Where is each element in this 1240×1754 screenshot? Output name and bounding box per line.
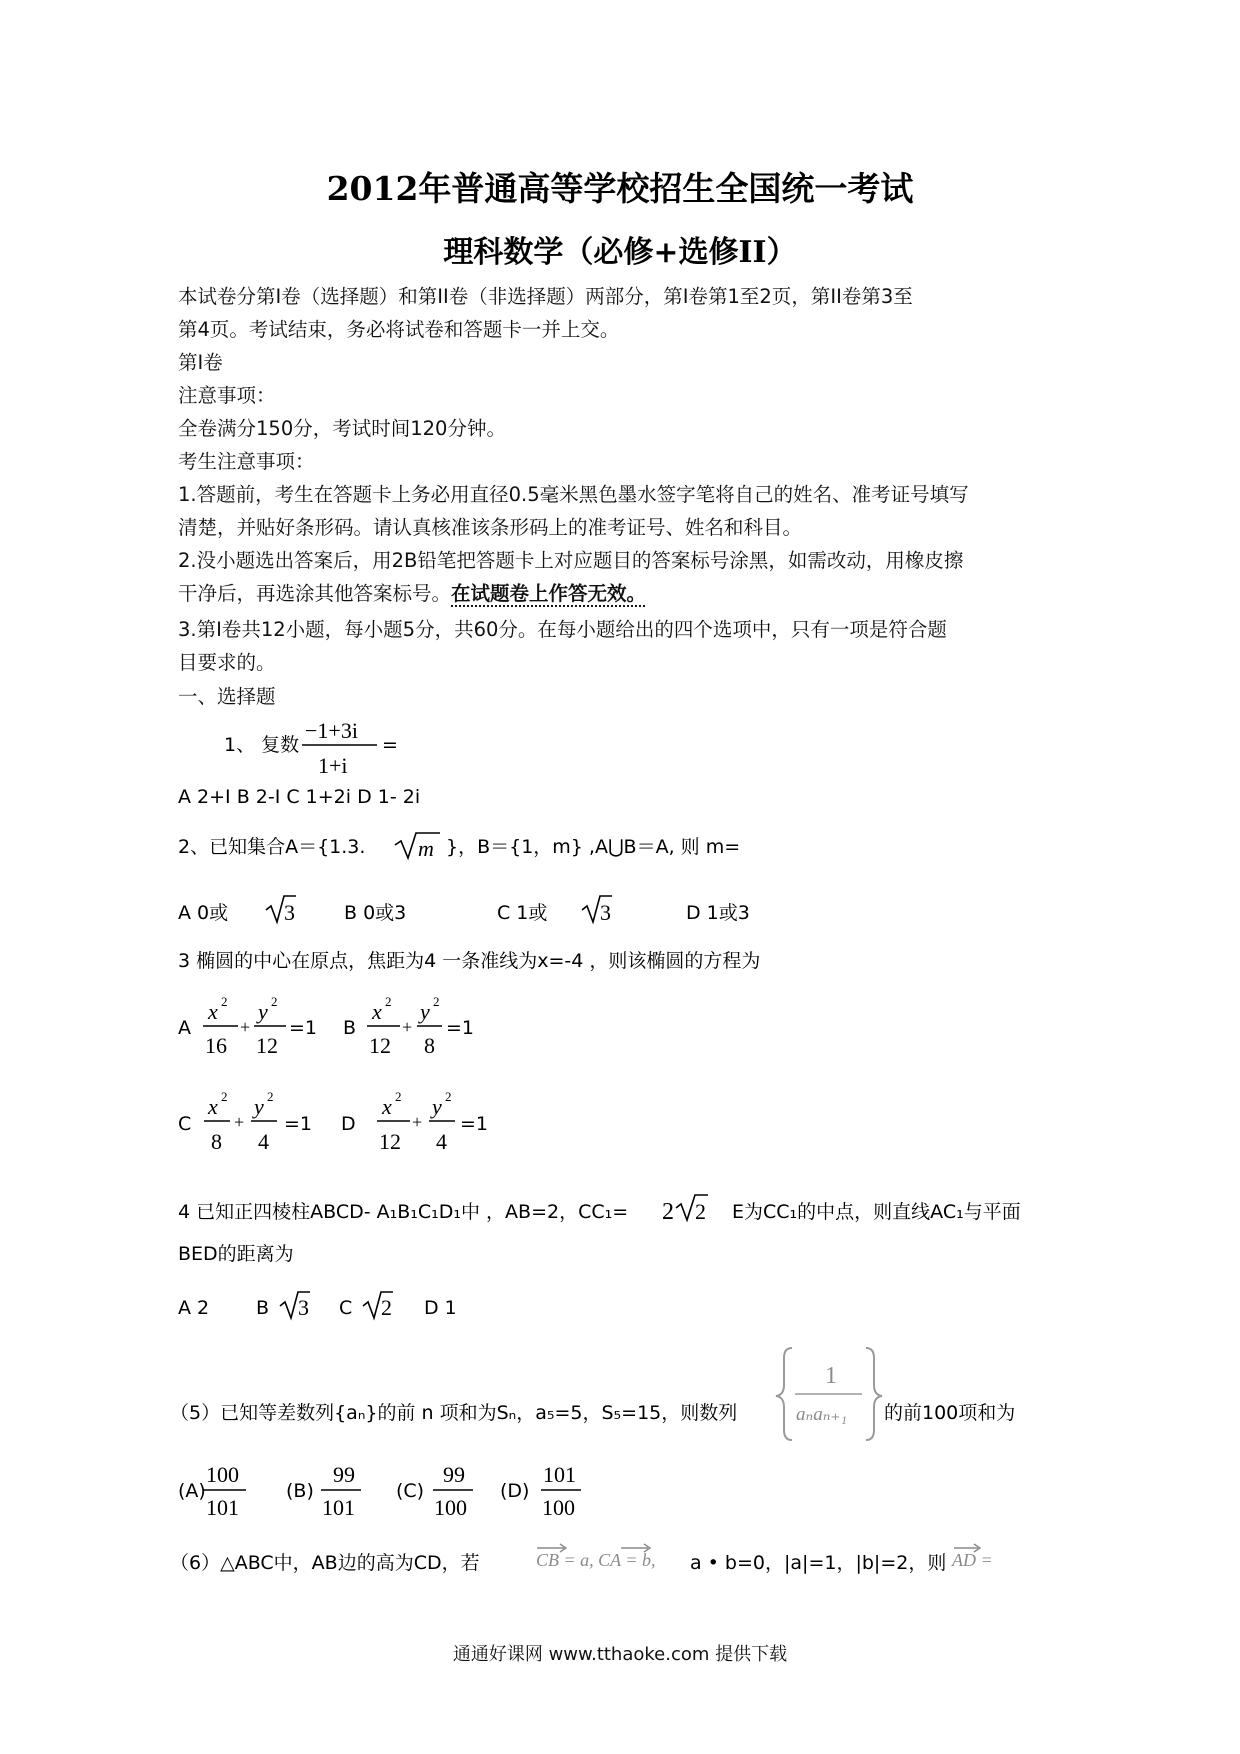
q3b-x: x <box>372 999 382 1024</box>
q3d-y-exp: 2 <box>445 1089 452 1104</box>
q3-option-c-label: C <box>178 1113 192 1135</box>
q3a-x: x <box>208 999 218 1024</box>
notice-item-3a: 3.第I卷共12小题，每小题5分，共60分。在每小题给出的四个选项中，只有一项是符合题 <box>178 618 947 641</box>
q5-sequence-image <box>776 1348 882 1440</box>
q5-seq-numerator: 1 <box>825 1363 837 1389</box>
q5-left-brace <box>776 1348 792 1440</box>
q3b-eq: =1 <box>446 1017 475 1039</box>
q4-option-c: C <box>339 1297 353 1319</box>
notice-item-2a: 2.没小题选出答案后，用2B铅笔把答题卡上对应题目的答案标号涂黑，如需改动，用橡皮擦 <box>178 549 964 572</box>
q3c-y: y <box>254 1094 264 1119</box>
q1-denominator: 1+i <box>318 753 348 778</box>
q5-option-b-num: 99 <box>333 1462 355 1487</box>
q3a-plus: + <box>240 1017 251 1037</box>
q5-stem-a: （5）已知等差数列{aₙ}的前 n 项和为Sₙ，a₅=5，S₅=15，则数列 <box>170 1402 738 1424</box>
q3a-y: y <box>258 999 268 1024</box>
q2-radicand: m <box>418 836 434 861</box>
q4-option-d: D 1 <box>424 1297 457 1319</box>
q5-option-c-label: (C) <box>396 1480 425 1502</box>
section-heading: 第I卷 <box>178 351 223 374</box>
q5-option-c-num: 99 <box>443 1462 465 1487</box>
notice-item-3b: 目要求的。 <box>178 651 276 674</box>
question-3 <box>178 950 760 1154</box>
q3-option-b-label: B <box>343 1017 357 1039</box>
q3d-plus: + <box>412 1112 423 1132</box>
q6-vector-expression: CB = a, CA = b, <box>536 1550 656 1570</box>
q3c-eq: =1 <box>284 1113 313 1135</box>
q3a-y-exp: 2 <box>271 994 278 1009</box>
q4-option-c-radicand: 2 <box>381 1295 392 1320</box>
question-2 <box>178 833 750 925</box>
q2-option-d: D 1或3 <box>686 902 750 924</box>
q2-stem-a: 2、已知集合A＝{1.3. <box>178 836 366 858</box>
q3b-x-exp: 2 <box>385 994 392 1009</box>
q6-vector-ad-text: AD = <box>952 1550 993 1570</box>
q3b-den-2: 8 <box>424 1033 435 1058</box>
q3a-den-1: 16 <box>205 1033 227 1058</box>
intro-line-1: 本试卷分第I卷（选择题）和第II卷（非选择题）两部分，第I卷第1至2页，第II卷第3至 <box>178 285 913 308</box>
q4-coef: 2 <box>662 1199 674 1225</box>
exam-title: 2012年普通高等学校招生全国统一考试 <box>326 169 914 208</box>
q1-numerator: −1+3i <box>305 718 358 743</box>
q5-option-a-label: (A) <box>178 1480 206 1502</box>
q3a-eq: =1 <box>289 1017 318 1039</box>
q5-option-d-label: (D) <box>500 1480 530 1502</box>
q3d-x-exp: 2 <box>395 1089 402 1104</box>
q5-option-d-num: 101 <box>543 1462 576 1487</box>
q2-option-a: A 0或 <box>178 902 229 924</box>
q3a-x-exp: 2 <box>221 994 228 1009</box>
q4-stem-c: BED的距离为 <box>178 1243 294 1265</box>
q3d-den-2: 4 <box>436 1129 447 1154</box>
q3b-plus: + <box>402 1017 413 1037</box>
q3c-x-exp: 2 <box>221 1089 228 1104</box>
q3b-y: y <box>420 999 430 1024</box>
q1-prefix: 1、 复数 <box>224 734 300 756</box>
q3c-den-1: 8 <box>211 1129 222 1154</box>
q3b-den-1: 12 <box>369 1033 391 1058</box>
q4-stem-a: 4 已知正四棱柱ABCD- A₁B₁C₁D₁中 ，AB=2，CC₁= <box>178 1201 629 1223</box>
notice-title: 注意事项： <box>178 384 276 407</box>
question-6 <box>170 1544 993 1574</box>
q3-stem: 3 椭圆的中心在原点，焦距为4 一条准线为x=-4 ，则该椭圆的方程为 <box>178 950 761 972</box>
q2-option-c: C 1或 <box>497 902 548 924</box>
q3d-x: x <box>382 1094 392 1119</box>
notice-item-2b-text: 干净后，再选涂其他答案标号。 <box>178 582 452 605</box>
q5-option-d-den: 100 <box>542 1495 575 1520</box>
q4-option-b-radicand: 3 <box>298 1295 309 1320</box>
intro-line-2: 第4页。考试结束，务必将试卷和答题卡一并上交。 <box>178 318 620 341</box>
q5-option-a-den: 101 <box>206 1495 239 1520</box>
q5-option-b-label: (B) <box>286 1480 314 1502</box>
q3-option-a-label: A <box>178 1017 191 1039</box>
q3d-eq: =1 <box>460 1113 489 1135</box>
emphasis-text: 在试题卷上作答无效。 <box>451 582 647 605</box>
q2-option-b: B 0或3 <box>344 902 407 924</box>
q3b-y-exp: 2 <box>433 994 440 1009</box>
q6-stem-b: a • b=0，|a|=1，|b|=2，则 <box>690 1552 947 1574</box>
q5-option-a-num: 100 <box>206 1462 239 1487</box>
q3c-x: x <box>208 1094 218 1119</box>
q2-option-c-radicand: 3 <box>600 900 611 925</box>
q2-stem-b: }，B＝{1，m} ,A⋃B＝A, 则 m= <box>446 836 741 858</box>
page-footer: 通通好课网 www.tthaoke.com 提供下载 <box>452 1644 788 1665</box>
q5-option-c-den: 100 <box>434 1495 467 1520</box>
q5-right-brace <box>866 1348 882 1440</box>
q4-radicand: 2 <box>695 1199 706 1224</box>
q5-seq-denominator: aₙaₙ₊₁ <box>796 1404 848 1425</box>
q4-stem-b: E为CC₁的中点，则直线AC₁与平面 <box>732 1201 1021 1223</box>
question-4 <box>178 1195 1021 1320</box>
choice-section-heading: 一、选择题 <box>178 685 276 708</box>
q5-option-b-den: 101 <box>322 1495 355 1520</box>
q6-vector-image <box>536 1544 655 1570</box>
q3a-den-2: 12 <box>256 1033 278 1058</box>
q3-option-d-label: D <box>341 1113 356 1135</box>
q3d-y: y <box>432 1094 442 1119</box>
notice-line: 全卷满分150分，考试时间120分钟。 <box>178 417 506 440</box>
q6-stem-a: （6）△ABC中，AB边的高为CD，若 <box>170 1552 480 1574</box>
q3c-plus: + <box>234 1112 245 1132</box>
question-1 <box>178 718 420 808</box>
q1-options: A 2+I B 2-I C 1+2i D 1- 2i <box>178 786 421 808</box>
question-5 <box>170 1348 1015 1520</box>
q3d-den-1: 12 <box>379 1129 401 1154</box>
q4-option-a: A 2 <box>178 1297 210 1319</box>
q6-vector-ad <box>951 1544 993 1570</box>
q1-equals: = <box>382 734 398 756</box>
notice-item-1b: 清楚，并贴好条形码。请认真核准该条形码上的准考证号、姓名和科目。 <box>178 516 803 539</box>
q3c-y-exp: 2 <box>267 1089 274 1104</box>
q5-stem-b: 的前100项和为 <box>884 1402 1016 1424</box>
q4-option-b: B <box>256 1297 270 1319</box>
q3c-den-2: 4 <box>258 1129 269 1154</box>
notice-item-1a: 1.答题前，考生在答题卡上务必用直径0.5毫米黑色墨水签字笔将自己的姓名、准考证号填写 <box>178 483 969 506</box>
exam-subtitle: 理科数学（必修+选修II） <box>443 235 797 270</box>
examinee-notice-title: 考生注意事项： <box>178 450 315 473</box>
q2-option-a-radicand: 3 <box>284 900 295 925</box>
